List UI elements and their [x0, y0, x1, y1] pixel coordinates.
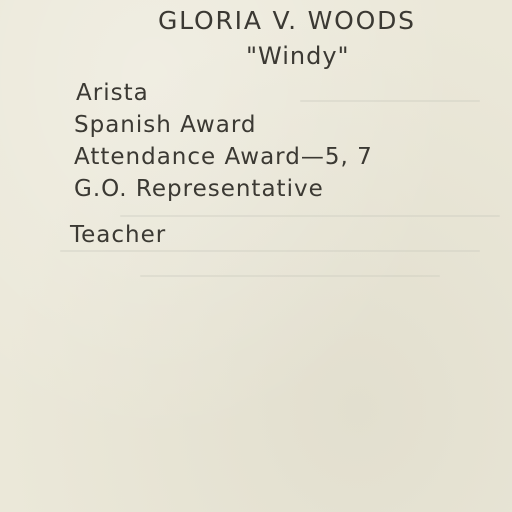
- activity-item: Spanish Award: [74, 112, 257, 138]
- student-nickname: "Windy": [246, 42, 350, 70]
- bleed-through-mark: [140, 275, 440, 277]
- activity-item: G.O. Representative: [74, 176, 324, 202]
- student-name: GLORIA V. WOODS: [158, 6, 416, 35]
- bleed-through-mark: [60, 250, 480, 252]
- bleed-through-mark: [120, 215, 500, 217]
- ambition: Teacher: [70, 222, 167, 248]
- activity-item: Arista: [76, 80, 149, 106]
- activity-item: Attendance Award—5, 7: [74, 144, 373, 170]
- bleed-through-mark: [300, 100, 480, 102]
